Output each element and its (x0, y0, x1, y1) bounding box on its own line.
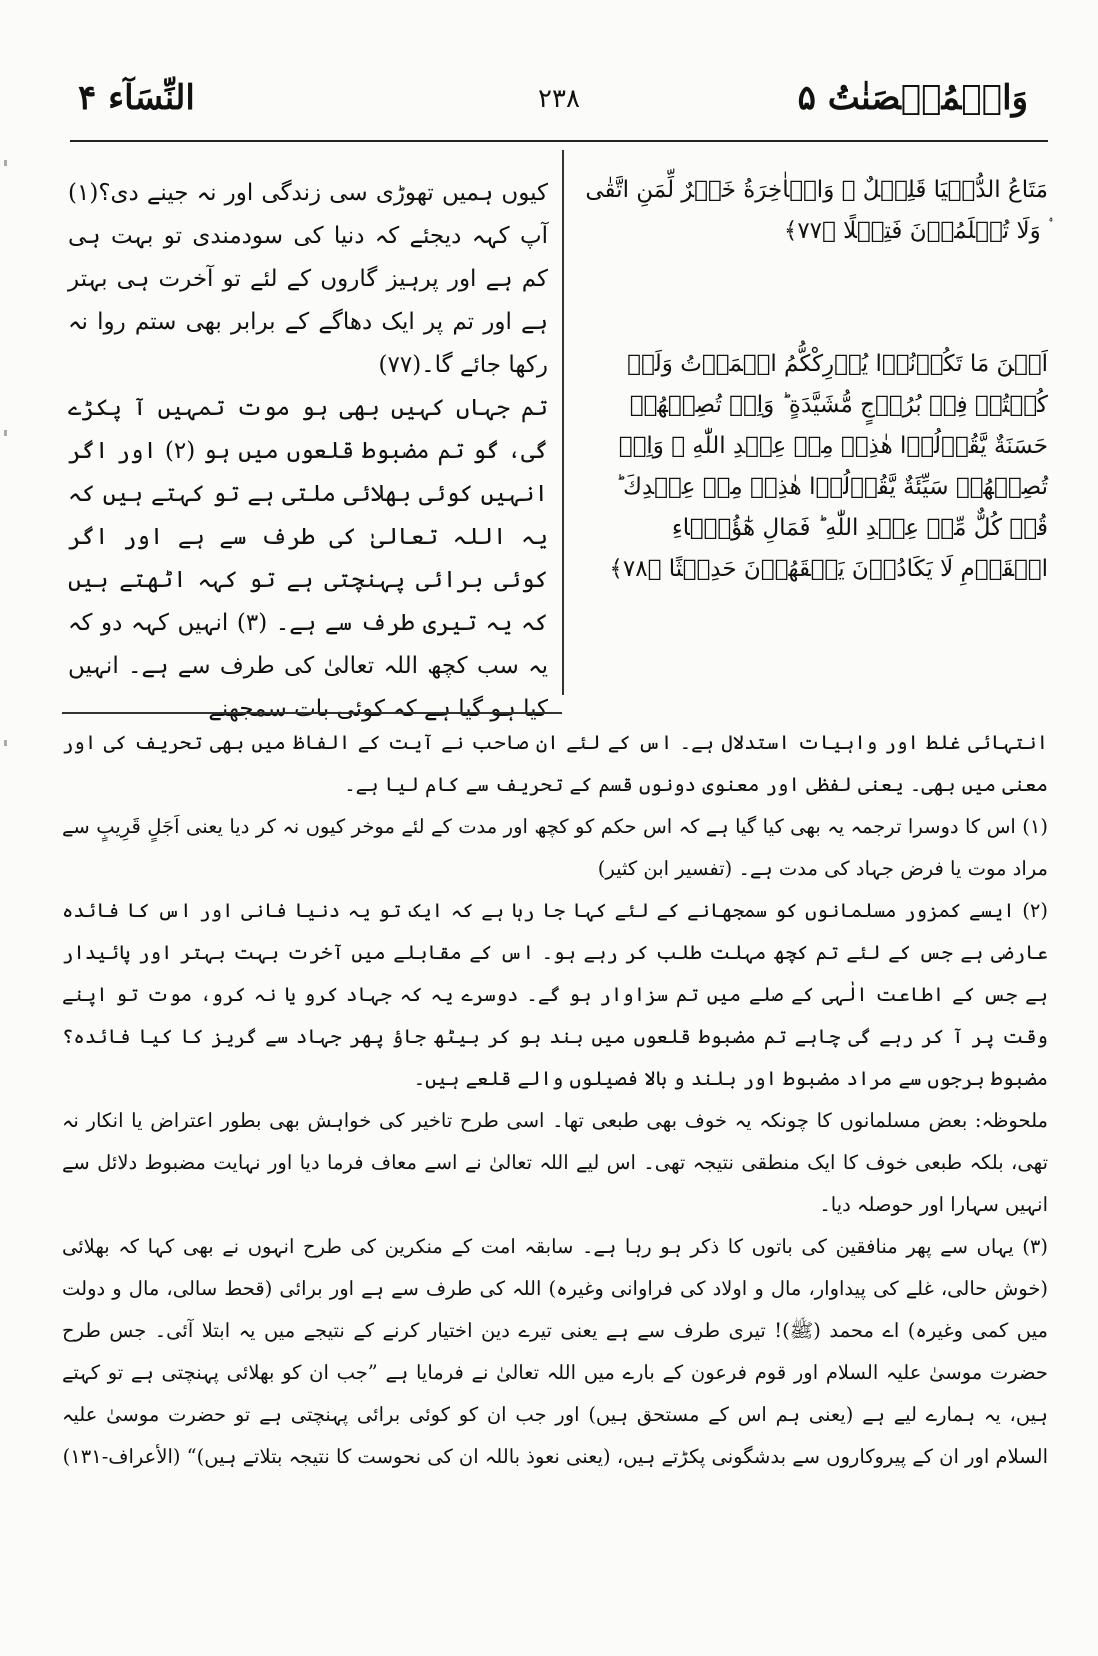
surah-title: النِّسَآء ۴ (78, 78, 195, 118)
footnote-intro: انتہائی غلط اور واہیات استدلال ہے۔ اس کے لئے ان صاحب نے آیت کے الفاظ میں بھی تحریف کی اور معنی میں بھی۔ یعنی لفظی اور معنوی دونوں قسم کے تحریف سے کام لیا ہے۔ (62, 731, 1048, 796)
juz-title: وَالۡمُحۡصَنٰتُ ۵ (797, 78, 1028, 118)
translation-paragraph-1: کیوں ہمیں تھوڑی سی زندگی اور نہ جینے دی؟(۱) آپ کہہ دیجئے کہ دنیا کی سودمندی تو بہت ہی کم ہے اور پرہیز گاروں کے لئے تو آخرت ہی بہتر ہے اور تم پر ایک دھاگے کے برابر بھی ستم روا نہ رکھا جائے گا۔(۷۷) (68, 180, 548, 378)
page-edge-mark (4, 740, 7, 746)
translation-column (68, 150, 548, 731)
column-divider (562, 150, 564, 695)
page-number: ۲۳۸ (538, 84, 580, 114)
footnotes-section (62, 722, 1048, 1478)
arabic-text-column (578, 150, 1048, 710)
footnote-3: (۳) یہاں سے پھر منافقین کی باتوں کا ذکر ہو رہا ہے۔ سابقہ امت کے منکرین کی طرح انہوں نے بھی کہا کہ بھلائی (خوش حالی، غلے کی پیداوار، مال و اولاد کی فراوانی وغیرہ) اللہ کی طرف سے ہے اور برائی (قحط سالی، مال و دولت میں کمی وغیرہ) اے محمد (ﷺ)! تیری طرف سے ہے یعنی تیرے دین اختیار کرنے کے نتیجے میں یہ ابتلا آئی۔ جس طرح حضرت موسیٰ علیہ السلام اور قوم فرعون کے بارے میں اللہ تعالیٰ نے فرمایا ہے ”جب ان کو بھلائی پہنچتی ہے تو کہتے ہیں، یہ ہمارے لیے ہے (یعنی ہم اس کے مستحق ہیں) اور جب ان کو کوئی برائی پہنچتی ہے تو حضرت موسیٰ علیہ السلام اور ان کے پیروکاروں سے بدشگونی پکڑتے ہیں، (یعنی نعوذ باللہ ان کی نحوست کا نتیجہ بتلاتے ہیں)“ (الأعراف-۱۳۱) (62, 1235, 1048, 1468)
ayah-78: اَيۡنَ مَا تَكُوۡنُوۡا يُدۡرِكْكُّمُ الۡمَوۡتُ وَلَوۡ كُنۡتُمۡ فِىۡ بُرُوۡجٍ مُّشَيَّدَةٍ ؕ وَاِنۡ تُصِبۡهُمۡ حَسَنَةٌ يَّقُوۡلُوۡا هٰذِهٖ مِنۡ عِنۡدِ اللّٰهِ ۚ وَاِنۡ تُصِبۡهُمۡ سَيِّئَةٌ يَّقُوۡلُوۡا هٰذِهٖ مِنۡ عِنۡدِكَ ؕ قُلۡ كُلٌّ مِّنۡ عِنۡدِ اللّٰهِ ؕ فَمَالِ هٰٓؤُلَۤاءِ الۡقَوۡمِ لَا يَكَادُوۡنَ يَفۡقَهُوۡنَ حَدِيۡثًا ﴿۷۸﴾ (609, 351, 1048, 582)
page-edge-mark (4, 160, 7, 166)
header-rule (70, 140, 1048, 142)
page-edge-mark (4, 430, 7, 436)
footnote-mulahaza: ملحوظہ: بعض مسلمانوں کا چونکہ یہ خوف بھی طبعی تھا۔ اسی طرح تاخیر کی خواہش بھی بطور اعتراض یا انکار نہ تھی، بلکہ طبعی خوف کا ایک منطقی نتیجہ تھی۔ اس لیے اللہ تعالیٰ نے اسے معاف فرما دیا اور نہایت مضبوط دلائل سے انہیں سہارا اور حوصلہ دیا۔ (62, 1109, 1048, 1216)
page-header (70, 78, 1048, 128)
footnote-rule (62, 712, 562, 714)
ayah-77: مَتَاعُ الدُّنۡيَا قَلِيۡلٌ ۚ وَالۡاٰخِرَةُ خَيۡرٌ لِّمَنِ اتَّقٰى ۟ وَلَا تُظۡلَمُوۡنَ فَتِيۡلًا ﴿۷۷﴾ (585, 177, 1048, 244)
footnote-2: (۲) ایسے کمزور مسلمانوں کو سمجھانے کے لئے کہا جا رہا ہے کہ ایک تو یہ دنیا فانی اور اس کا فائدہ عارضی ہے جس کے لئے تم کچھ مہلت طلب کر رہے ہو۔ اس کے مقابلے میں آخرت بہت بہتر اور پائیدار ہے جس کے اطاعت الٰہی کے صلے میں تم سزاوار ہو گے۔ دوسرے یہ کہ جہاد کرو یا نہ کرو، موت تو اپنے وقت پر آ کر رہے گی چاہے تم مضبوط قلعوں میں بند ہو کر بیٹھ جاؤ پھر جہاد سے گریز کا کیا فائدہ؟ مضبوط برجوں سے مراد مضبوط اور بلند و بالا فصیلوں والے قلعے ہیں۔ (62, 899, 1048, 1090)
footnote-1: (۱) اس کا دوسرا ترجمہ یہ بھی کیا گیا ہے کہ اس حکم کو کچھ اور مدت کے لئے موخر کیوں نہ کر دیا یعنی اَجَلٍ قَرِیبٍ سے مراد موت یا فرض جہاد کی مدت ہے۔ (تفسیر ابن کثیر) (62, 815, 1048, 880)
translation-paragraph-2: تم جہاں کہیں بھی ہو موت تمہیں آ پکڑے گی، گو تم مضبوط قلعوں میں ہو (۲) اور اگر انہیں کوئی بھلائی ملتی ہے تو کہتے ہیں کہ یہ اللہ تعالیٰ کی طرف سے ہے اور اگر کوئی برائی پہنچتی ہے تو کہہ اٹھتے ہیں کہ یہ تیری طرف سے ہے۔ (۳) انہیں کہہ دو کہ یہ سب کچھ اللہ تعالیٰ کی طرف سے ہے۔ انہیں کیا ہو گیا ہے کہ کوئی بات سمجھنے (68, 395, 548, 722)
